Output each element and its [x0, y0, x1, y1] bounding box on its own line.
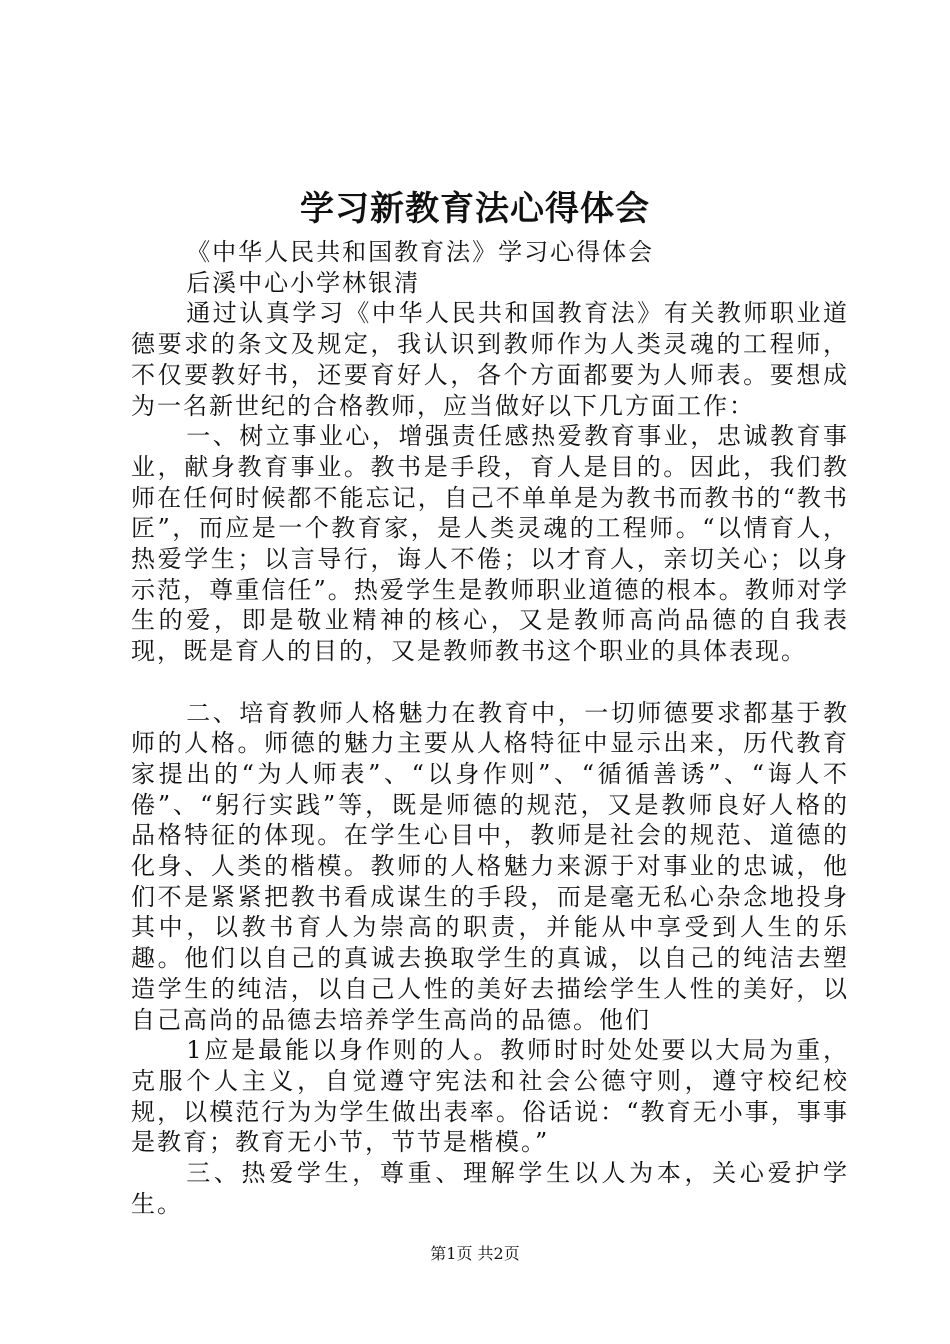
section-two-continued-paragraph: 1应是最能以身作则的人。教师时时处处要以大局为重，克服个人主义，自觉遵守宪法和社会公德守则，遵守校纪校规，以模范行为为学生做出表率。俗话说：“教育无小事，事事是教育；教育无小节，节节是楷模。”: [131, 1036, 849, 1157]
section-one-paragraph: 一、树立事业心，增强责任感热爱教育事业，忠诚教育事业，献身教育事业。教书是手段，育人是目的。因此，我们教师在任何时候都不能忘记，自己不单单是为教书而教书的“教书匠”，而应是一个教育家，是人类灵魂的工程师。“以情育人，热爱学生；以言导行，诲人不倦；以才育人，亲切关心；以身示范，尊重信任”。热爱学生是教师职业道德的根本。教师对学生的爱，即是敬业精神的核心，又是教师高尚品德的自我表现，既是育人的目的，又是教师教书这个职业的具体表现。: [131, 422, 849, 666]
document-title: 学习新教育法心得体会: [300, 189, 650, 229]
intro-paragraph: 通过认真学习《中华人民共和国教育法》有关教师职业道德要求的条文及规定，我认识到教师作为人类灵魂的工程师，不仅要教好书，还要育好人，各个方面都要为人师表。要想成为一名新世纪的合格教师，应当做好以下几方面工作：: [131, 299, 849, 420]
section-three-paragraph: 三、热爱学生，尊重、理解学生以人为本，关心爱护学生。: [131, 1159, 849, 1218]
document-body: [131, 237, 849, 1219]
section-two-paragraph: 二、培育教师人格魅力在教育中，一切师德要求都基于教师的人格。师德的魅力主要从人格特征中显示出来，历代教育家提出的“为人师表”、“以身作则”、“循循善诱”、“诲人不倦”、“躬行实践”等，既是师德的规范，又是教师良好人格的品格特征的体现。在学生心目中，教师是社会的规范、道德的化身、人类的楷模。教师的人格魅力来源于对事业的忠诚，他们不是紧紧把教书看成谋生的手段，而是毫无私心杂念地投身其中，以教书育人为崇高的职责，并能从中享受到人生的乐趣。他们以自己的真诚去换取学生的真诚，以自己的纯洁去塑造学生的纯洁，以自己人性的美好去描绘学生人性的美好，以自己高尚的品德去培养学生高尚的品德。他们: [131, 698, 849, 1034]
page-number-footer: 第1页 共2页: [430, 1244, 520, 1263]
author-paragraph: 后溪中心小学林银清: [186, 268, 421, 297]
subtitle-paragraph: 《中华人民共和国教育法》学习心得体会: [186, 238, 655, 266]
